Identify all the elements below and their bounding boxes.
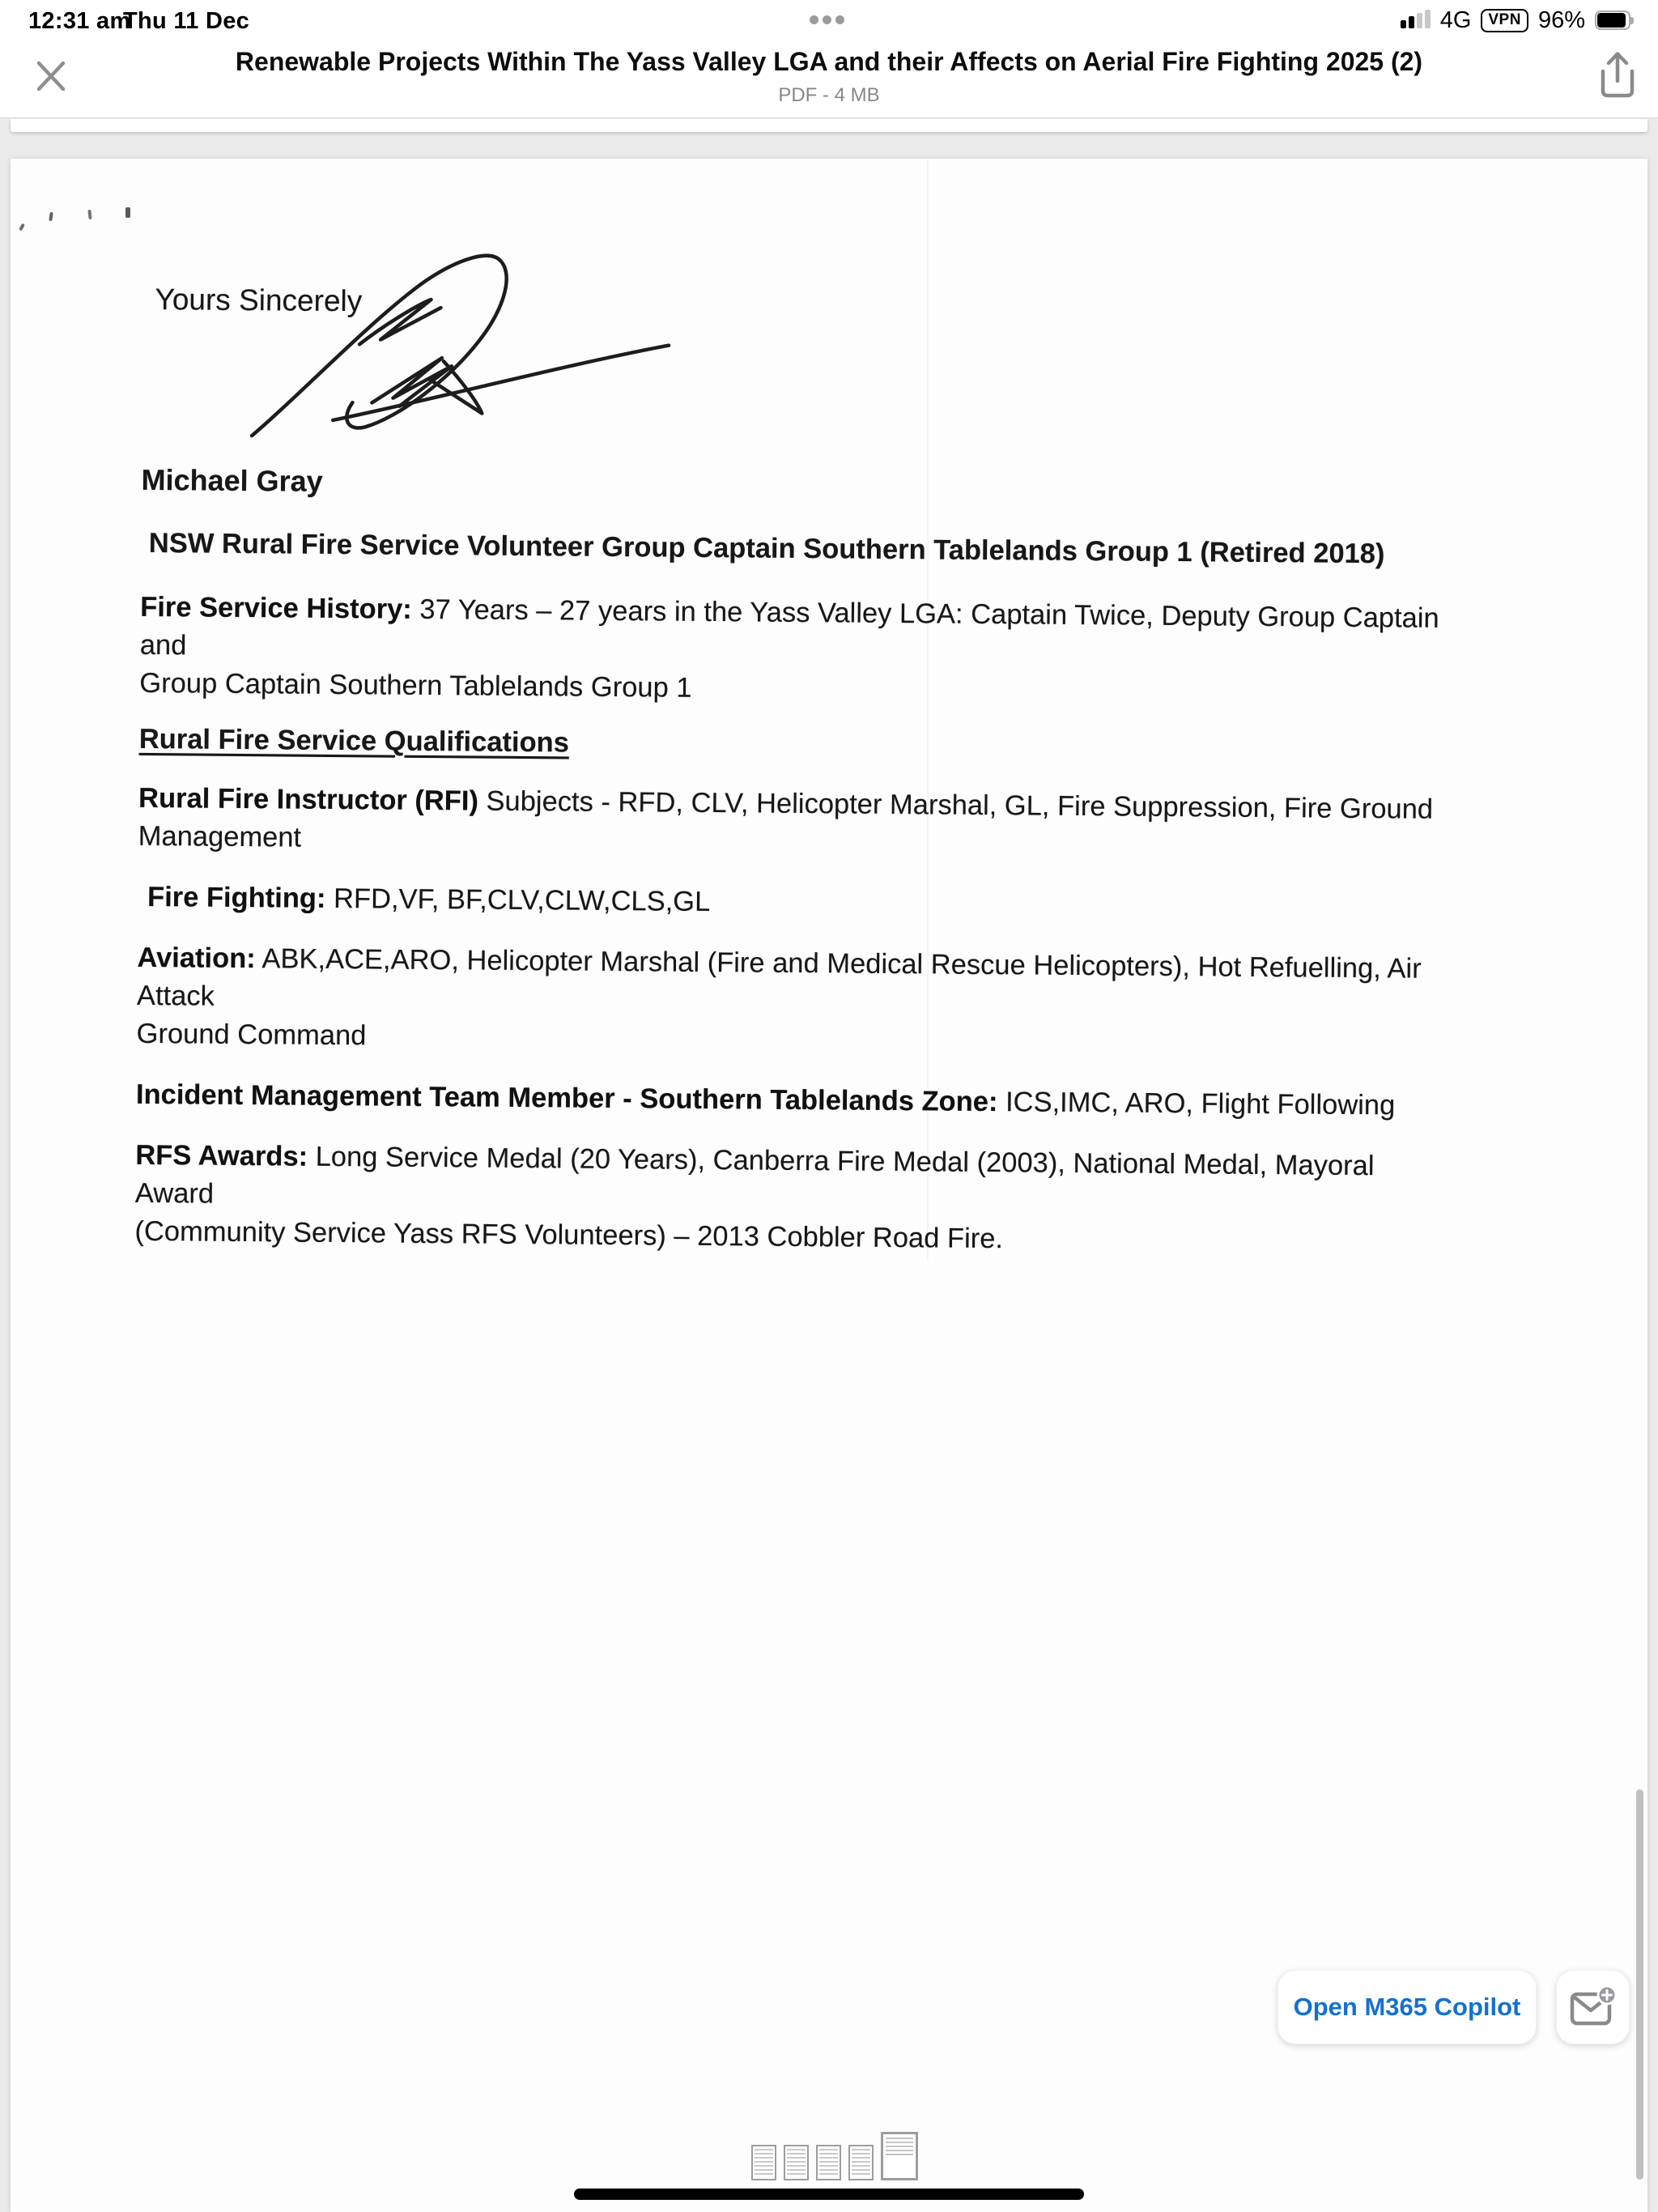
- author-role: NSW Rural Fire Service Volunteer Group Captain Southern Tablelands Group 1 (Retired 2018): [148, 527, 1385, 570]
- open-copilot-label: Open M365 Copilot: [1293, 1993, 1521, 2021]
- pdf-page[interactable]: [11, 159, 1647, 2212]
- network-type-label: 4G: [1439, 6, 1472, 33]
- ink-mark: [87, 210, 91, 219]
- battery-icon: [1595, 11, 1634, 30]
- vpn-badge: VPN: [1481, 9, 1528, 32]
- page-thumbnail-3[interactable]: [816, 2145, 841, 2180]
- share-icon[interactable]: [1595, 49, 1640, 102]
- status-time: 12:31 am: [28, 8, 131, 34]
- page-thumbnail-2[interactable]: [784, 2145, 809, 2180]
- battery-percent-label: 96%: [1537, 6, 1585, 33]
- scan-noise: [11, 159, 1647, 191]
- letter-body: [134, 461, 1456, 1262]
- paragraph-service-history: Fire Service History: 37 Years – 27 years in the Yass Valley LGA: Captain Twice, Deputy Group Captain and Group Captain Southern Tablelands Group 1: [139, 591, 1439, 704]
- header-bar: [0, 0, 1658, 118]
- signature: [237, 245, 680, 451]
- paragraph-imt: Incident Management Team Member - Southern Tablelands Zone: ICS,IMC, ARO, Flight Following: [135, 1078, 1396, 1121]
- status-right-cluster: [1401, 6, 1634, 34]
- previous-page-edge: [11, 119, 1647, 132]
- home-indicator[interactable]: [574, 2189, 1084, 2200]
- page-thumbnail-1[interactable]: [751, 2145, 776, 2180]
- paragraph-fire-fighting: Fire Fighting: RFD,VF, BF,CLV,CLW,CLS,GL: [147, 881, 711, 918]
- cellular-signal-icon: [1401, 11, 1431, 30]
- ink-mark: [125, 207, 130, 218]
- envelope-plus-icon: [1569, 1986, 1618, 2028]
- paragraph-awards: RFS Awards: Long Service Medal (20 Years), Canberra Fire Medal (2003), National Medal, Mayoral Award (Community Service Yass RFS Volunteers) – 2013 Cobbler Road Fire.: [134, 1139, 1375, 1255]
- status-date: Thu 11 Dec: [123, 8, 250, 34]
- page-thumbnail-5-current[interactable]: [881, 2132, 918, 2180]
- page-thumbnail-strip: [751, 2130, 918, 2180]
- paragraph-instructor: Rural Fire Instructor (RFI) Subjects - RFD, CLV, Helicopter Marshal, GL, Fire Suppression, Fire Ground Management: [138, 782, 1434, 853]
- qualifications-heading: Rural Fire Service Qualifications: [138, 723, 570, 759]
- multitasking-dots-icon[interactable]: [810, 15, 844, 24]
- open-copilot-button[interactable]: [1278, 1970, 1537, 2044]
- paragraph-aviation: Aviation: ABK,ACE,ARO, Helicopter Marshal (Fire and Medical Rescue Helicopters), Hot Refuelling, Air Attack Ground Command: [136, 942, 1422, 1052]
- letter-closing: Yours Sincerely: [155, 283, 363, 318]
- ink-mark: [19, 223, 25, 232]
- document-title: Renewable Projects Within The Yass Valley LGA and their Affects on Aerial Fire Fighting 2025 (2): [235, 47, 1423, 76]
- scrollbar-thumb[interactable]: [1636, 1789, 1643, 2180]
- page-thumbnail-4[interactable]: [848, 2145, 874, 2180]
- ink-mark: [49, 212, 53, 221]
- author-name: Michael Gray: [141, 462, 323, 498]
- document-subtitle: PDF - 4 MB: [778, 84, 880, 106]
- send-to-mail-button[interactable]: [1556, 1970, 1630, 2044]
